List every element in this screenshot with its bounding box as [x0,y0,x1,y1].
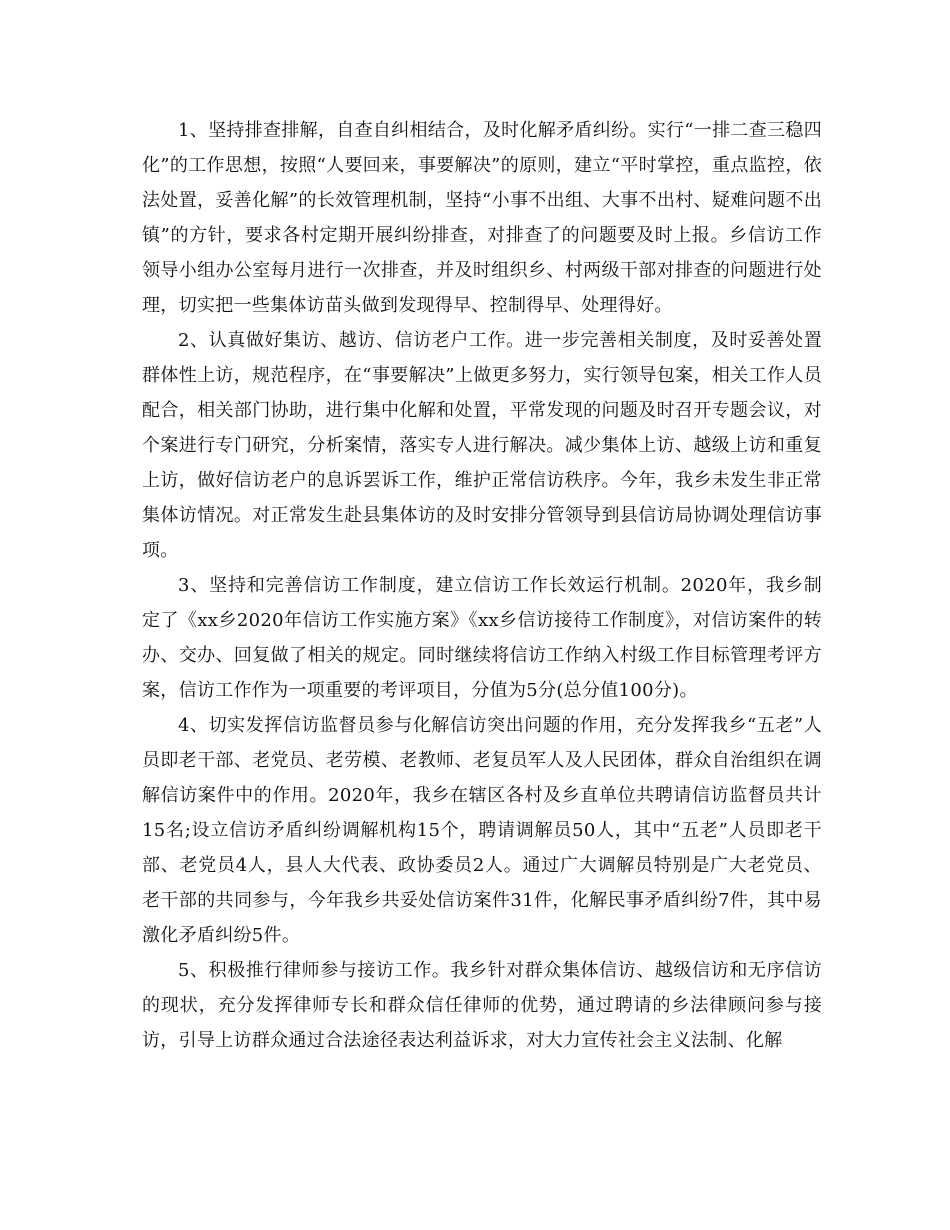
paragraph-5: 5、积极推行律师参与接访工作。我乡针对群众集体信访、越级信访和无序信访的现状，充分发挥律师专长和群众信任律师的优势，通过聘请的乡法律顾问参与接访，引导上访群众通过合法途径表达利益诉求，对大力宣传社会主义法制、化解 [142,960,822,1051]
paragraph-1: 1、坚持排查排解，自查自纠相结合，及时化解矛盾纠纷。实行“一排二查三稳四化”的工作思想，按照“人要回来，事要解决”的原则，建立“平时掌控，重点监控，依法处置，妥善化解”的长效管理机制，坚持“小事不出组、大事不出村、疑难问题不出镇”的方针，要求各村定期开展纠纷排查，对排查了的问题要及时上报。乡信访工作领导小组办公室每月进行一次排查，并及时组织乡、村两级干部对排查的问题进行处理，切实把一些集体访苗头做到发现得早、控制得早、处理得好。 [142,120,822,316]
document-body [142,113,822,1058]
paragraph-3: 3、坚持和完善信访工作制度，建立信访工作长效运行机制。2020年，我乡制定了《xx乡2020年信访工作实施方案》《xx乡信访接待工作制度》，对信访案件的转办、交办、回复做了相关的规定。同时继续将信访工作纳入村级工作目标管理考评方案，信访工作作为一项重要的考评项目，分值为5分(总分值100分)。 [142,575,822,701]
paragraph-2: 2、认真做好集访、越访、信访老户工作。进一步完善相关制度，及时妥善处置群体性上访，规范程序，在“事要解决”上做更多努力，实行领导包案，相关工作人员配合，相关部门协助，进行集中化解和处置，平常发现的问题及时召开专题会议，对个案进行专门研究，分析案情，落实专人进行解决。减少集体上访、越级上访和重复上访，做好信访老户的息诉罢诉工作，维护正常信访秩序。今年，我乡未发生非正常集体访情况。对正常发生赴县集体访的及时安排分管领导到县信访局协调处理信访事项。 [142,330,822,561]
paragraph-4: 4、切实发挥信访监督员参与化解信访突出问题的作用，充分发挥我乡“五老”人员即老干部、老党员、老劳模、老教师、老复员军人及人民团体，群众自治组织在调解信访案件中的作用。2020年，我乡在辖区各村及乡直单位共聘请信访监督员共计15名;设立信访矛盾纠纷调解机构15个，聘请调解员50人，其中“五老”人员即老干部、老党员4人，县人大代表、政协委员2人。通过广大调解员特别是广大老党员、老干部的共同参与，今年我乡共妥处信访案件31件，化解民事矛盾纠纷7件，其中易激化矛盾纠纷5件。 [142,715,822,946]
